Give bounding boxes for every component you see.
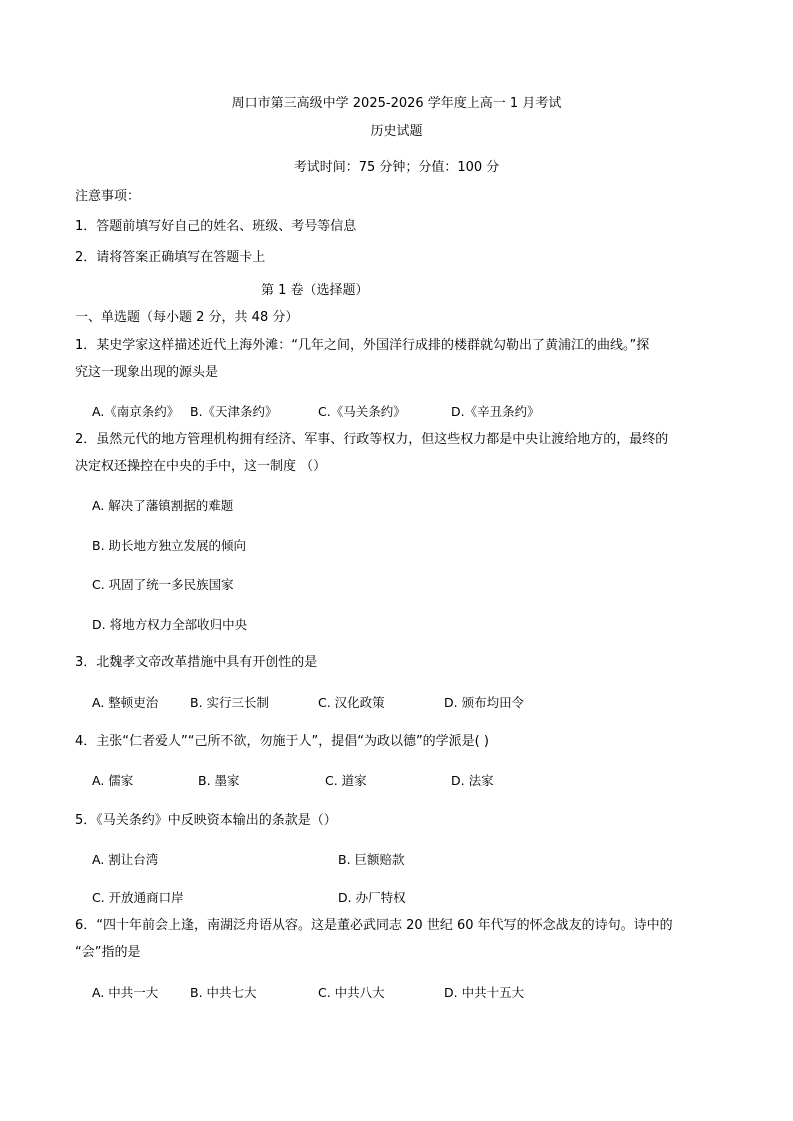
option-a: A. 儒家: [92, 773, 134, 788]
question-4-text: 4．主张“仁者爱人”“己所不欲，勿施于人”，提倡“为政以德”的学派是( ): [75, 734, 489, 749]
question-2-text: 2．虽然元代的地方管理机构拥有经济、军事、行政等权力，但这些权力都是中央让渡给地方的，最终的: [75, 432, 669, 447]
option-b: B. 中共七大: [190, 985, 257, 1000]
option-a: A.《南京条约》: [92, 404, 180, 419]
option-a: A. 中共一大: [92, 985, 159, 1000]
note-item: 1．答题前填写好自己的姓名、班级、考号等信息: [75, 219, 357, 234]
notes-heading: 注意事项：: [75, 189, 141, 204]
option-c: C. 巩固了统一多民族国家: [92, 577, 234, 592]
section-title: 一、单选题（每小题 2 分，共 48 分）: [75, 310, 299, 325]
option-c: C. 中共八大: [318, 985, 385, 1000]
question-2-text: 决定权还操控在中央的手中，这一制度 （）: [75, 459, 327, 474]
option-b: B.《天津条约》: [190, 404, 278, 419]
exam-title: 周口市第三高级中学 2025-2026 学年度上高一 1 月考试: [231, 96, 562, 111]
question-5-text: 5．《马关条约》中反映资本输出的条款是（）: [75, 813, 337, 828]
question-1-text: 1．某史学家这样描述近代上海外滩：“几年之间，外国洋行成排的楼群就勾勒出了黄浦江的曲线。”探: [75, 338, 650, 353]
option-d: D.《辛丑条约》: [451, 404, 540, 419]
option-c: C. 开放通商口岸: [92, 890, 184, 905]
option-d: D. 法家: [451, 773, 494, 788]
option-d: D. 办厂特权: [338, 890, 406, 905]
option-c: C. 道家: [325, 773, 367, 788]
question-6-text: 6．“四十年前会上逢，南湖泛舟语从容。这是董必武同志 20 世纪 60 年代写的怀念战友的诗句。诗中的: [75, 918, 673, 933]
option-a: A. 割让台湾: [92, 852, 159, 867]
option-c: C.《马关条约》: [318, 404, 406, 419]
option-c: C. 汉化政策: [318, 695, 385, 710]
subject-title: 历史试题: [370, 124, 423, 139]
option-b: B. 实行三长制: [190, 695, 270, 710]
option-d: D. 颁布均田令: [444, 695, 525, 710]
note-item: 2．请将答案正确填写在答题卡上: [75, 250, 266, 265]
question-1-text: 究这一现象出现的源头是: [75, 365, 219, 380]
option-a: A. 整顿吏治: [92, 695, 159, 710]
option-b: B. 巨额赔款: [338, 852, 405, 867]
volume-title: 第 1 卷（选择题）: [261, 283, 369, 298]
option-a: A. 解决了藩镇割据的难题: [92, 498, 234, 513]
question-3-text: 3．北魏孝文帝改革措施中具有开创性的是: [75, 655, 318, 670]
exam-info: 考试时间：75 分钟；分值：100 分: [293, 160, 500, 175]
question-6-text: “会”指的是: [75, 945, 141, 960]
option-b: B. 墨家: [198, 773, 240, 788]
option-d: D. 将地方权力全部收归中央: [92, 617, 248, 632]
option-b: B. 助长地方独立发展的倾向: [92, 538, 247, 553]
option-d: D. 中共十五大: [444, 985, 525, 1000]
